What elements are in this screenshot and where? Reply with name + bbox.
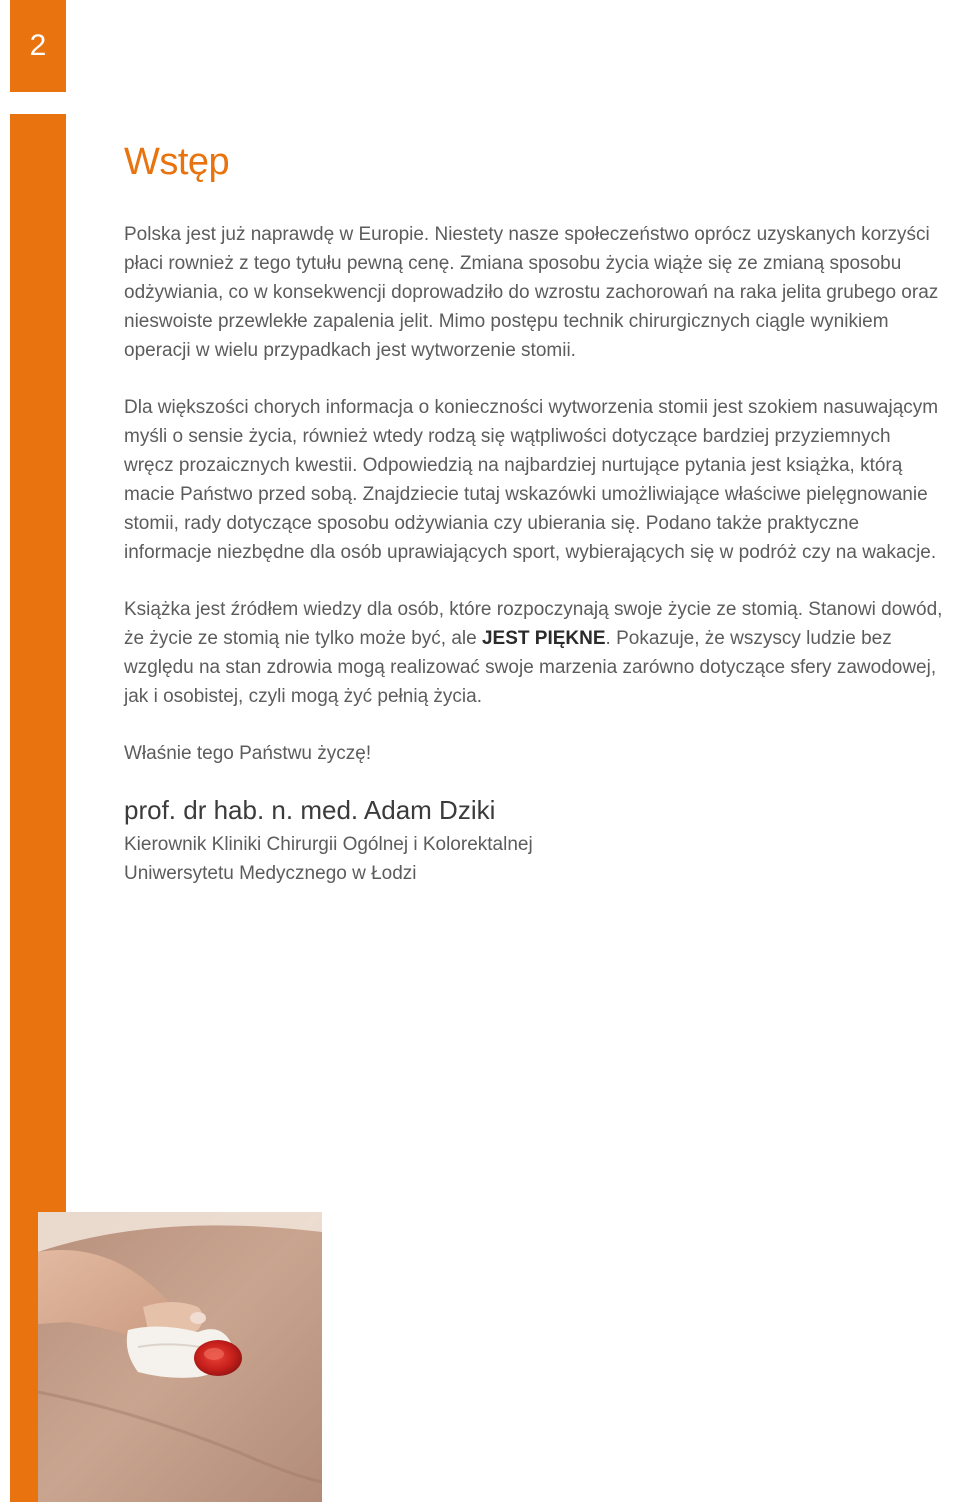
page-number-tab bbox=[10, 0, 66, 92]
main-content bbox=[124, 140, 944, 888]
emphasis-jest-piekne: JEST PIĘKNE bbox=[481, 628, 606, 649]
closing-line: Właśnie tego Państwu życzę! bbox=[124, 743, 372, 764]
page-number: 2 bbox=[29, 29, 47, 62]
signature-role-line-2: Uniwersytetu Medycznego w Łodzi bbox=[124, 863, 417, 884]
paragraph-2: Dla większości chorych informacja o konieczności wytworzenia stomii jest szokiem nasuwającym myśli o sensie życia, również wtedy rodzą się wątpliwości dotyczące bardziej przyziemnych wręcz prozaicznych kwestii. Odpowiedzią na najbardziej nurtujące pytania jest książka, którą macie Państwo przed sobą. Znajdziecie tutaj wskazówki umożliwiające właściwe pielęgnowanie stomii, rady dotyczące sposobu odżywiania czy ubierania się. Podano także praktyczne informacje niezbędne dla osób uprawiających sport, wybierających się w podróż czy na wakacje. bbox=[124, 397, 939, 563]
stoma-care-photo bbox=[38, 1212, 322, 1502]
paragraph-3 bbox=[124, 595, 944, 711]
signature-role-line-1: Kierownik Kliniki Chirurgii Ogólnej i Kolorektalnej bbox=[124, 834, 533, 855]
signature-name: prof. dr hab. n. med. Adam Dziki bbox=[124, 795, 496, 825]
paragraph-3-start: Książka jest źródłem wiedzy dla osób, które rozpoczynają swoje życie ze stomią. Stanowi dowód, że życie ze stomią nie tylko może być, ale bbox=[124, 599, 943, 649]
page-title: Wstęp bbox=[124, 141, 230, 183]
paragraph-1: Polska jest już naprawdę w Europie. Niestety nasze społeczeństwo oprócz uzyskanych korzyści płaci rownież z tego tytułu pewną cenę. Zmiana sposobu życia wiąże się ze zmianą sposobu odżywiania, co w konsekwencji doprowadziło do wzrostu zachorowań na raka jelita grubego oraz nieswoiste przewlekłe zapalenia jelit. Mimo postępu technik chirurgicznych ciągle wynikiem operacji w wielu przypadkach jest wytworzenie stomii. bbox=[124, 224, 939, 361]
stoma-care-illustration bbox=[38, 1212, 322, 1502]
paragraph-3-end: . Pokazuje, że wszyscy ludzie bez względu na stan zdrowia mogą realizować swoje marzenia zarówno dotyczące sfery zawodowej, jak i osobistej, czyli mogą żyć pełnią życia. bbox=[124, 628, 937, 707]
